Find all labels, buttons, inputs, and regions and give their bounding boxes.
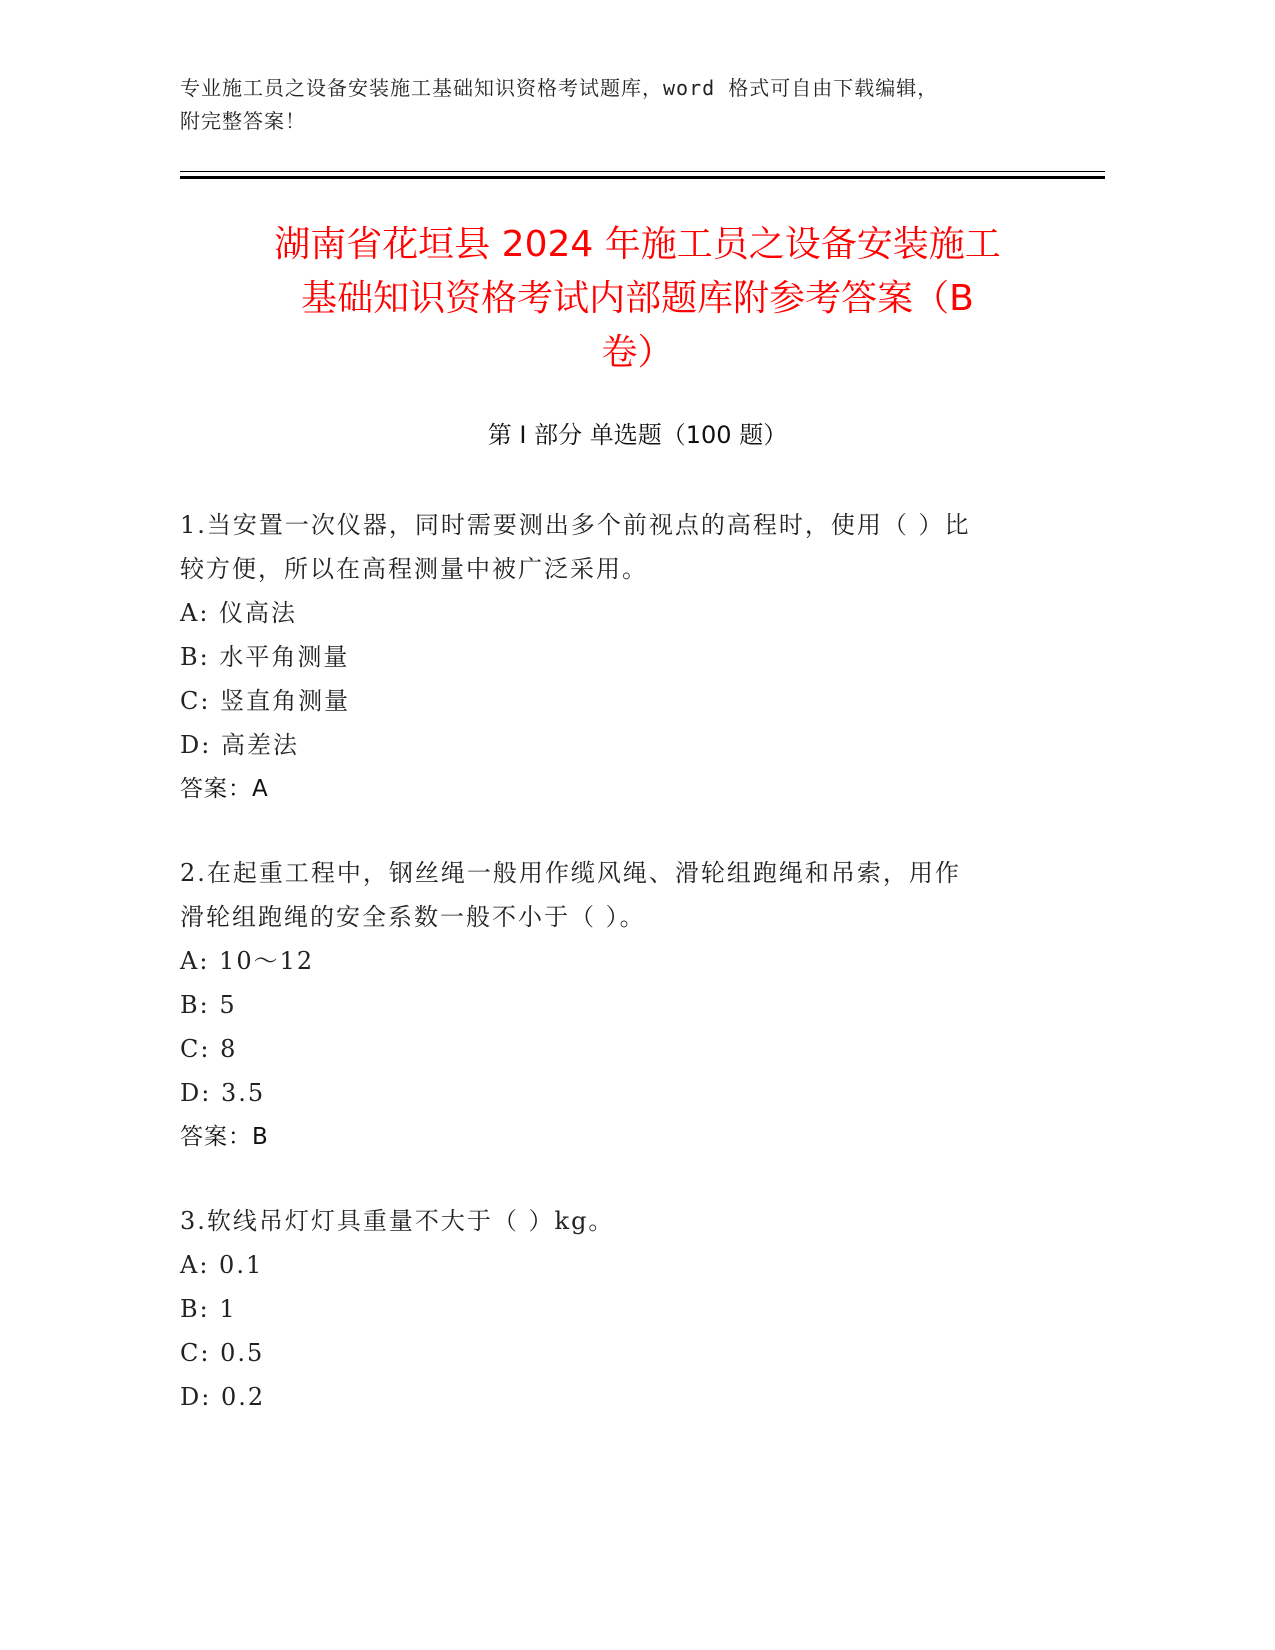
option-a: A: 仪高法 (180, 599, 298, 627)
option-d: D: 0.2 (180, 1383, 266, 1411)
intro-line: 附完整答案！ (180, 109, 306, 133)
question-block (180, 503, 1080, 811)
question-stem-line: 滑轮组跑绳的安全系数一般不小于（ ）。 (180, 903, 646, 931)
question-stem-line: 3.软线吊灯灯具重量不大于（ ）kg。 (180, 1207, 615, 1235)
question-stem-line: 2.在起重工程中，钢丝绳一般用作缆风绳、滑轮组跑绳和吊索，用作 (180, 859, 961, 887)
title-line: 基础知识资格考试内部题库附参考答案（B (301, 278, 974, 319)
option-a: A: 0.1 (180, 1251, 264, 1279)
title-line: 湖南省花垣县 2024 年施工员之设备安装施工 (274, 224, 1001, 265)
question-block (180, 851, 1080, 1159)
answer-text: 答案：B (180, 1124, 269, 1150)
option-b: B: 水平角测量 (180, 643, 350, 671)
question-stem-line: 1.当安置一次仪器，同时需要测出多个前视点的高程时，使用（ ）比 (180, 511, 971, 539)
answer-text: 答案：A (180, 776, 269, 802)
question-stem-line: 较方便，所以在高程测量中被广泛采用。 (180, 555, 648, 583)
option-b: B: 1 (180, 1295, 237, 1323)
question-block (180, 1199, 1080, 1419)
question-stem (180, 503, 1080, 591)
option-c: C: 0.5 (180, 1339, 265, 1367)
title-line: 卷） (601, 332, 674, 373)
intro-text (180, 72, 1080, 138)
option-a: A: 10～12 (180, 947, 315, 975)
option-c: C: 竖直角测量 (180, 687, 351, 715)
option-b: B: 5 (180, 991, 237, 1019)
question-stem (180, 1199, 1080, 1243)
option-d: D: 高差法 (180, 731, 299, 759)
header-divider-thick (180, 176, 1105, 179)
option-c: C: 8 (180, 1035, 238, 1063)
question-stem (180, 851, 1080, 939)
document-title (150, 218, 1125, 380)
section-heading: 第 I 部分 单选题（100 题） (487, 421, 788, 449)
option-d: D: 3.5 (180, 1079, 266, 1107)
intro-line: 专业施工员之设备安装施工基础知识资格考试题库，word 格式可自由下载编辑， (180, 76, 939, 100)
header-divider-thin (180, 171, 1105, 172)
